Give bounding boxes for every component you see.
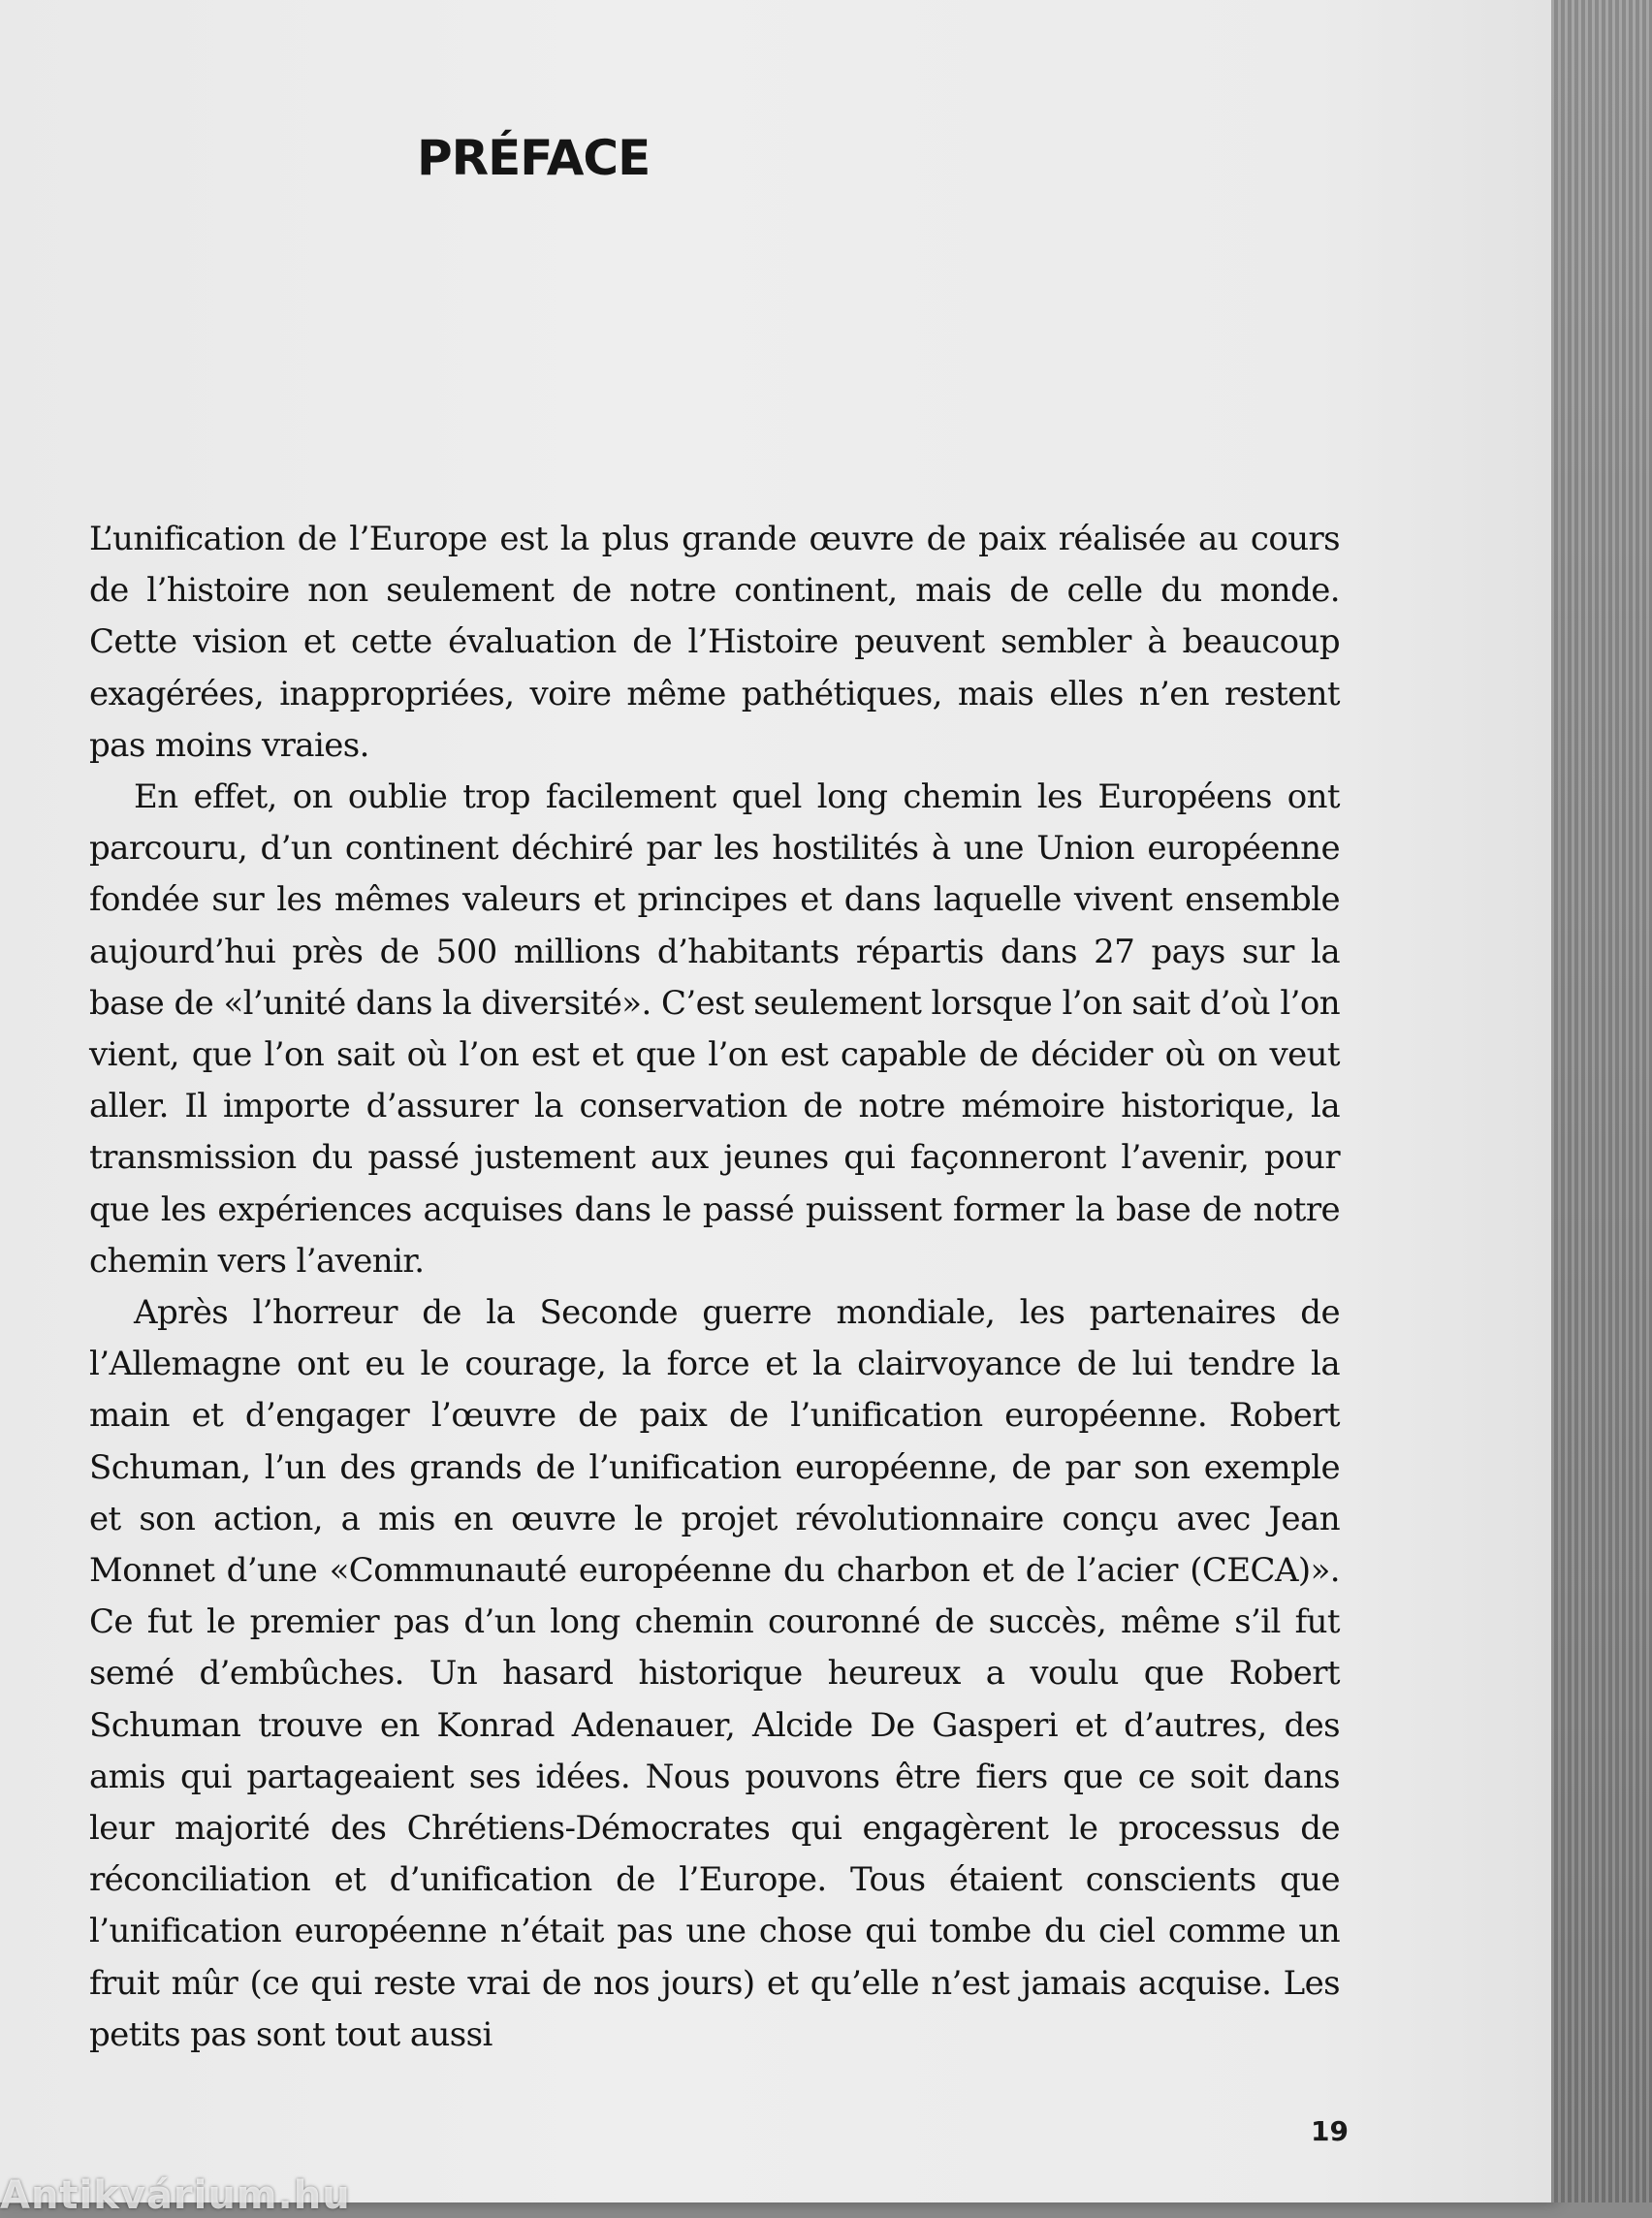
background-surface	[1551, 0, 1652, 2202]
chapter-heading: PRÉFACE	[417, 130, 651, 186]
body-text	[89, 514, 1340, 2061]
paragraph-1: L’unification de l’Europe est la plus grande œuvre de paix réalisée au cours de l’histoire non seulement de notre continent, mais de celle du monde. Cette vision et cette évaluation de l’Histoire peuvent sembler à beaucoup exagérées, inappropriées, voire même pathétiques, mais elles n’en restent pas moins vraies.	[89, 520, 1340, 765]
page-number: 19	[1311, 2115, 1349, 2147]
watermark: Antikvárium.hu	[0, 2173, 351, 2218]
paragraph-3: Après l’horreur de la Seconde guerre mondiale, les partenaires de l’Allemagne ont eu le courage, la force et la clairvoyance de lui tendre la main et d’engager l’œuvre de paix de l’unification européenne. Robert Schuman, l’un des grands de l’unification européenne, de par son exemple et son action, a mis en œuvre le projet révolutionnaire conçu avec Jean Monnet d’une «Communauté européenne du charbon et de l’acier (CECA)». Ce fut le premier pas d’un long chemin couronné de succès, même s’il fut semé d’embûches. Un hasard historique heureux a voulu que Robert Schuman trouve en Konrad Adenauer, Alcide De Gasperi et d’autres, des amis qui partageaient ses idées. Nous pouvons être fiers que ce soit dans leur majorité des Chrétiens-Démocrates qui engagèrent le processus de réconciliation et d’unification de l’Europe. Tous étaient conscients que l’unification européenne n’était pas une chose qui tombe du ciel comme un fruit mûr (ce qui reste vrai de nos jours) et qu’elle n’est jamais acquise. Les petits pas sont tout aussi	[89, 1293, 1340, 2054]
paragraph-2: En effet, on oublie trop facilement quel long chemin les Européens ont parcouru, d’un continent déchiré par les hostilités à une Union européenne fondée sur les mêmes valeurs et principes et dans laquelle vivent ensemble aujourd’hui près de 500 millions d’habitants répartis dans 27 pays sur la base de «l’unité dans la diversité». C’est seulement lorsque l’on sait d’où l’on vient, que l’on sait où l’on est et que l’on est capable de décider où on veut aller. Il importe d’assurer la conservation de notre mémoire historique, la transmission du passé justement aux jeunes qui façonneront l’avenir, pour que les expériences acquises dans le passé puissent former la base de notre chemin vers l’avenir.	[89, 777, 1340, 1281]
